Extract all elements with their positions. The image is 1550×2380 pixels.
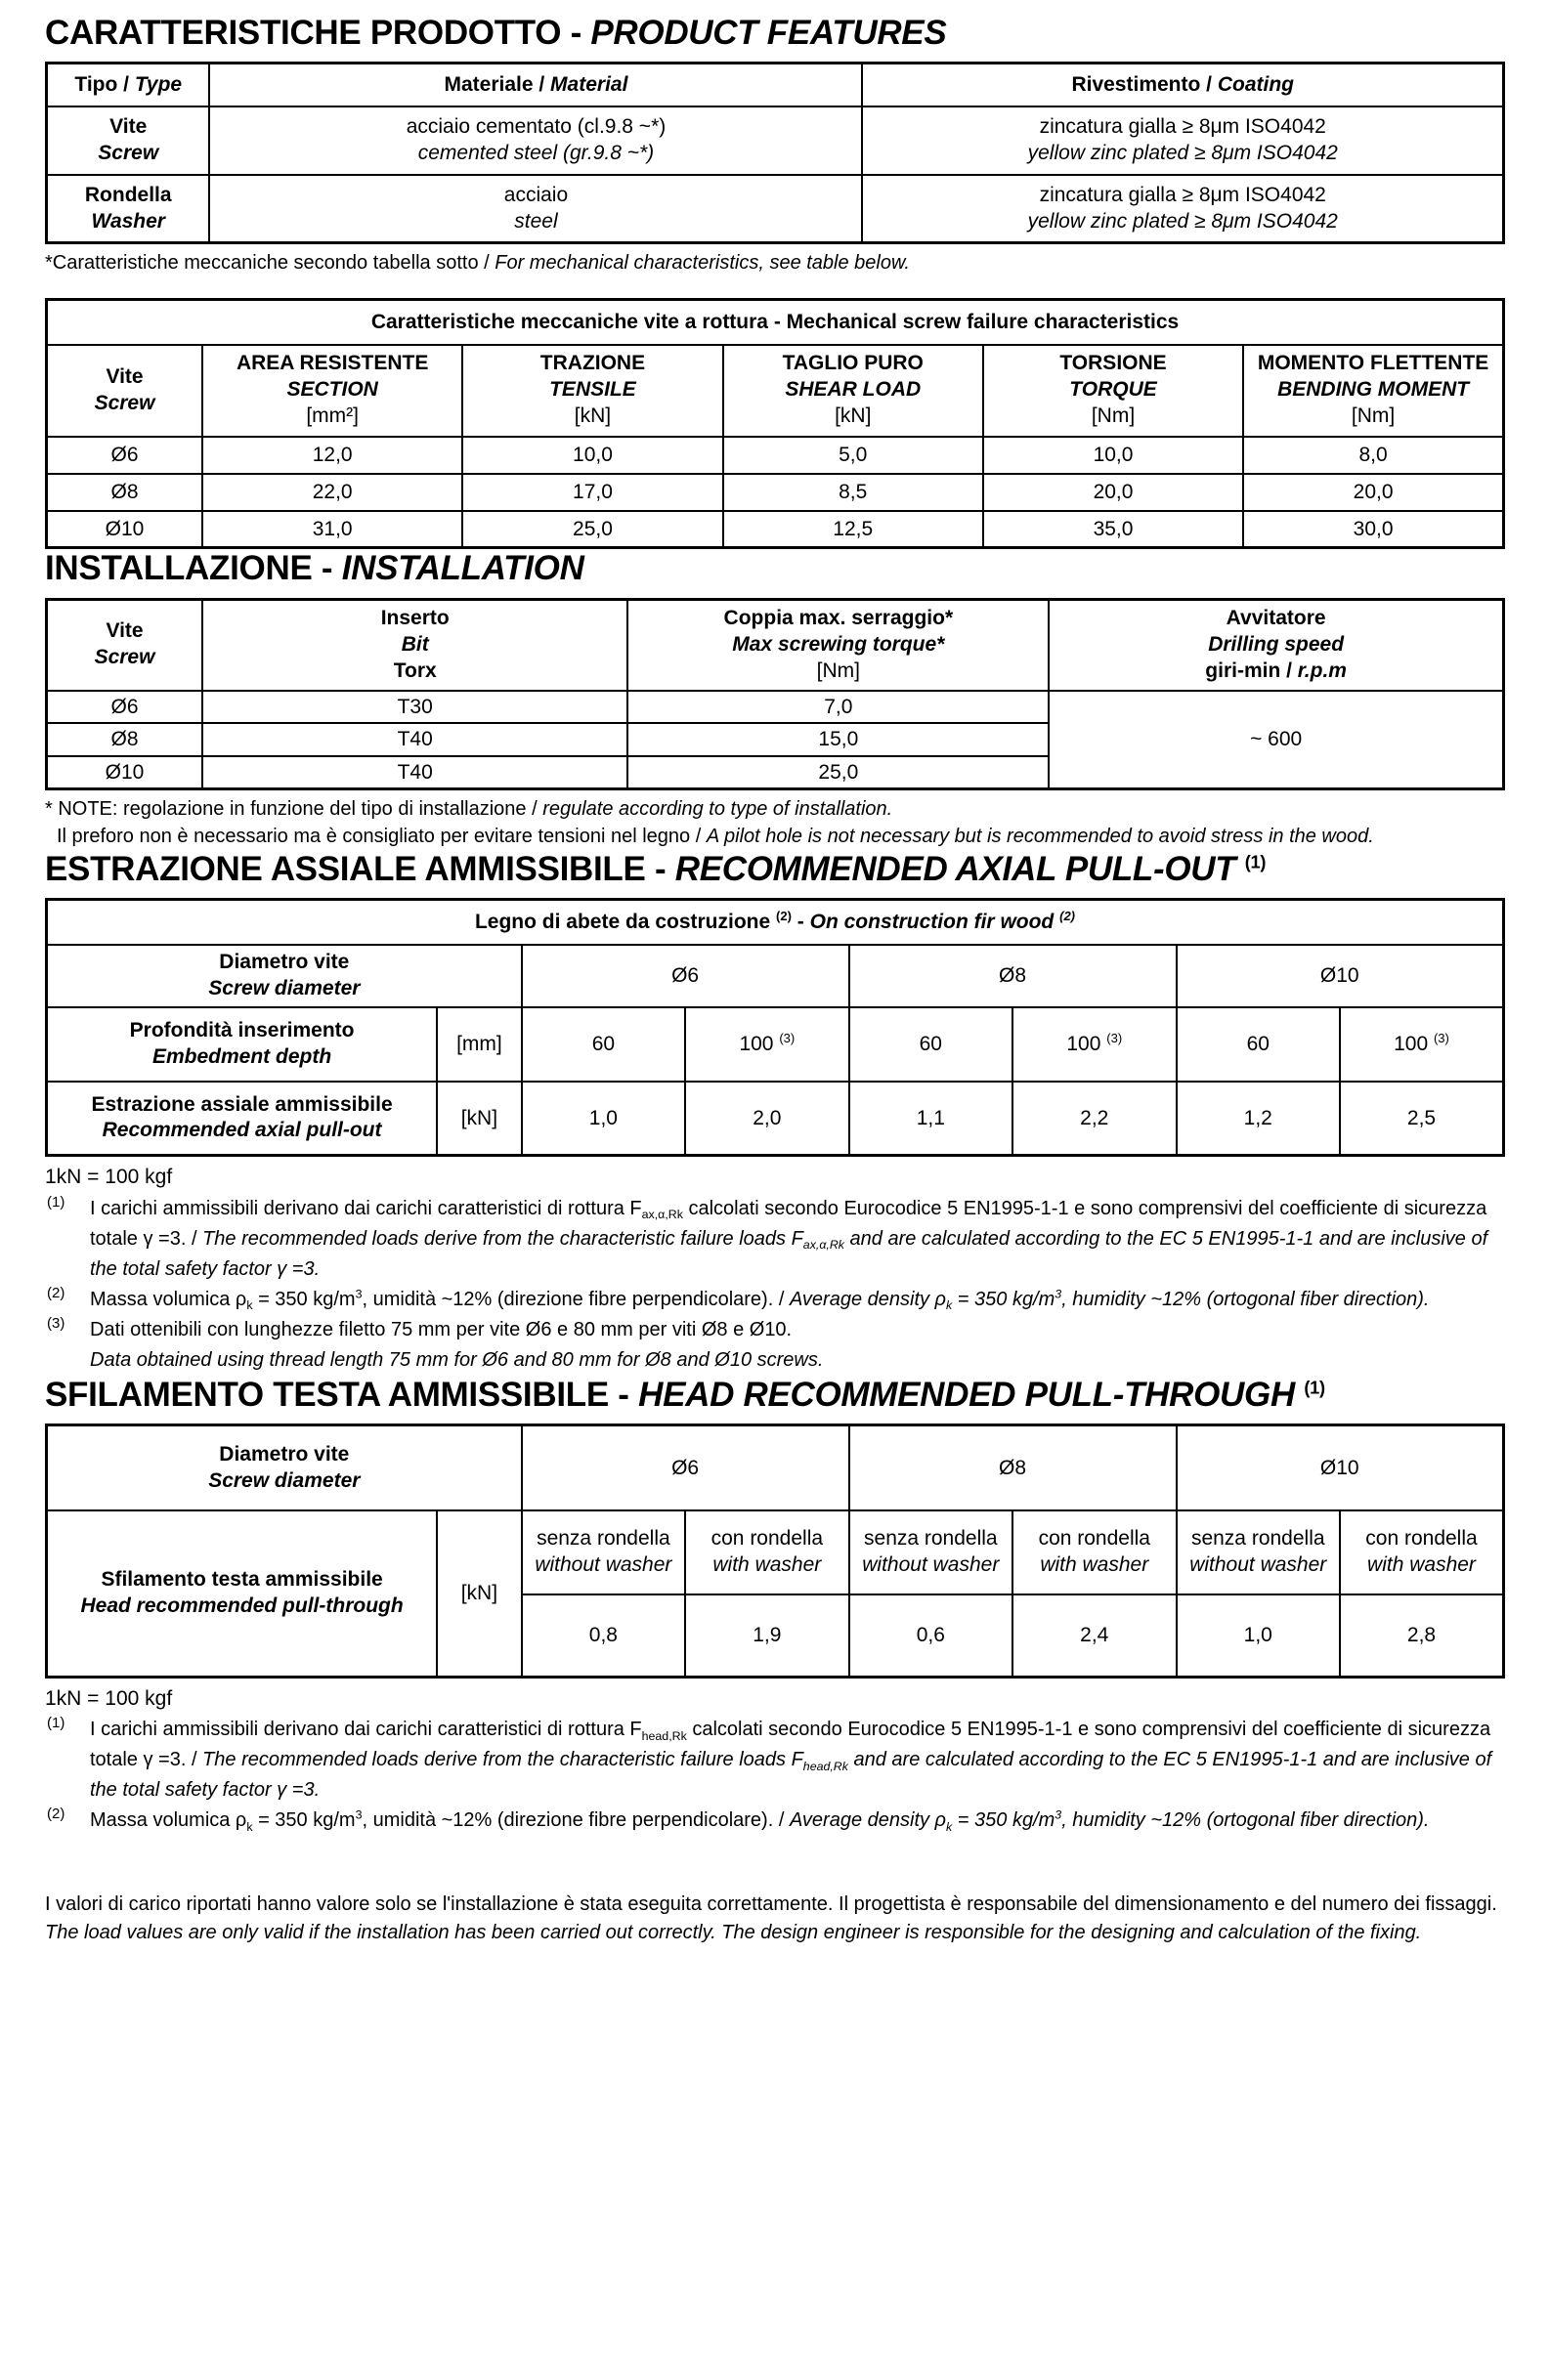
footnote-marker: (2) [47,1806,65,1823]
material-en: steel [514,209,558,233]
washer-it: con rondella [710,1527,824,1551]
cell-section: 12,0 [202,437,462,474]
col-en: Max screwing torque* [732,632,945,656]
type-en: Screw [98,141,159,164]
cell-tensile: 10,0 [462,437,722,474]
features-footnote: *Caratteristiche meccaniche secondo tabella sotto / For mechanical characteristics, see table below. [45,252,910,275]
col-it: Coppia max. serraggio* [723,606,954,629]
col-en: BENDING MOMENT [1277,378,1470,402]
mechanical-table [45,298,1505,549]
axial-pullout-row [47,1082,1504,1156]
footnote-3 [45,1315,1505,1376]
washer-en: with washer [712,1553,822,1577]
head-diameter-row [47,1424,1504,1510]
cell-torque: 20,0 [983,474,1243,511]
col-it: AREA RESISTENTE [236,352,429,375]
cell-depth-value: 100 $^{(3)}$ [685,1007,848,1082]
installation-header-row [47,599,1504,691]
col-it: Avvitatore [1226,606,1326,629]
cell-coating [862,175,1503,243]
cell-section: 22,0 [202,474,462,511]
cell-washer-header [522,1510,685,1594]
cell-pull-value: 1,9 [685,1594,848,1677]
col-unit: [Nm] [1091,404,1136,428]
cell-bending: 8,0 [1243,437,1503,474]
header-cell-bending [1243,345,1503,437]
features-row-screw [47,106,1504,175]
col-en: Drilling speed [1208,632,1345,656]
footnote-text: I carichi ammissibili derivano dai carichi caratteristici di rottura $F_{ax,\alpha,Rk}$ calcolati secondo Eurocodice 5 EN1995-1-1 e sono comprensivi del coefficiente di sicurezza totale γ =3. / The recommended loads derive from the characteristic failure loads $F_{ax,\alpha,Rk}$ and are calculated according to the EC 5 EN1995-1-1 and are inclusive of the total safety factor γ =3. [90,1197,1488,1280]
col-it: MOMENTO FLETTENTE [1257,352,1489,375]
installation-row-d6 [47,691,1504,723]
cell-washer-header [1012,1510,1176,1594]
footnote-2 [45,1806,1505,1836]
cell-tensile: 25,0 [462,511,722,548]
cell-material [209,175,862,243]
washer-it: con rondella [1365,1527,1478,1551]
mechanical-header-row [47,345,1504,437]
col-it: TAGLIO PURO [782,352,924,375]
cell-bending: 20,0 [1243,474,1503,511]
col-it: Vite [106,364,144,388]
cell-shear: 8,5 [723,474,983,511]
col-it: TRAZIONE [539,352,646,375]
col-it: TORSIONE [1059,352,1167,375]
cell-shear: 12,5 [723,511,983,548]
cell-pull-value: 0,8 [522,1594,685,1677]
header-cell-screw [47,599,203,691]
cell-depth-label [47,1007,438,1082]
washer-it: senza rondella [864,1527,998,1551]
header-cell-shear [723,345,983,437]
footnote-marker: (2) [47,1284,65,1301]
washer-it: con rondella [1038,1527,1150,1551]
axial-kn-note: 1kN = 100 kgf [45,1166,173,1189]
cell-depth-value: 100 $^{(3)}$ [1012,1007,1176,1082]
axial-diameter-row [47,945,1504,1007]
coating-it: zincatura gialla ≥ 8μm ISO4042 [1039,183,1326,206]
cell-d8: Ø8 [849,1424,1177,1510]
cell-pull-unit: [kN] [437,1510,521,1677]
cell-washer-header [1340,1510,1504,1594]
col-en: Screw [94,646,155,669]
header-cell-bit [202,599,627,691]
col-en: TENSILE [549,378,636,402]
axial-footnotes [45,1194,1505,1376]
cell-d8: Ø8 [849,945,1177,1007]
cell-d6: Ø6 [522,1424,849,1510]
cell-type [47,175,210,243]
washer-it: senza rondella [1190,1527,1325,1551]
cell-pull-value: 0,6 [849,1594,1012,1677]
col-unit: [Nm] [816,659,860,682]
cell-depth-value: 100 $^{(3)}$ [1340,1007,1504,1082]
mechanical-caption: Caratteristiche meccaniche vite a rottura - Mechanical screw failure characteristics [47,300,1504,345]
type-en: Washer [91,209,165,233]
cell-d10: Ø10 [1177,945,1504,1007]
cell-diameter-label [47,1424,522,1510]
axial-subheader-row [47,900,1504,945]
cell-diameter: Ø8 [47,723,203,755]
head-pullthrough-table [45,1424,1505,1679]
header-cell-screw [47,345,203,437]
cell-pullout-value: 1,0 [522,1082,685,1156]
cell-pull-label [47,1510,438,1677]
footnote-1 [45,1194,1505,1285]
cell-d6: Ø6 [522,945,849,1007]
head-washer-row [47,1510,1504,1594]
cell-pullout-value: 1,1 [849,1082,1012,1156]
label-it: Estrazione assiale ammissibile [91,1092,393,1116]
washer-en: without washer [535,1553,672,1577]
section-title-head-pullthrough: SFILAMENTO TESTA AMMISSIBILE - HEAD RECOMMENDED PULL-THROUGH $^{(1)}$ [45,1375,1325,1414]
material-en: cemented steel (gr.9.8 ~*) [417,141,655,164]
cell-pull-value: 2,8 [1340,1594,1504,1677]
label-en: Recommended axial pull-out [102,1119,382,1142]
footnote-text: Massa volumica $\rho_k = 350$ $kg/m^3$, umidità ~12% (direzione fibre perpendicolare). / Average density $\rho_k = 350$ $kg/m^3$, humidity ~12% (ortogonal fiber direction). [90,1807,1430,1834]
cell-torque: 7,0 [627,691,1049,723]
col-en: TORQUE [1069,378,1157,402]
mechanical-row-d10 [47,511,1504,548]
header-cell-tensile [462,345,722,437]
section-title-axial-pullout: ESTRAZIONE ASSIALE AMMISSIBILE - RECOMMENDED AXIAL PULL-OUT $^{(1)}$ [45,849,1267,888]
footnote-marker: (3) [47,1314,65,1332]
coating-it: zincatura gialla ≥ 8μm ISO4042 [1039,114,1326,138]
cell-torque: 15,0 [627,723,1049,755]
cell-diameter: Ø10 [47,511,203,548]
col-unit: giri-min / r.p.m [1205,659,1347,682]
head-kn-note: 1kN = 100 kgf [45,1686,173,1710]
cell-tensile: 17,0 [462,474,722,511]
cell-pullout-label [47,1082,438,1156]
product-features-table [45,62,1505,244]
cell-type [47,106,210,175]
cell-depth-value: 60 [1177,1007,1340,1082]
cell-section: 31,0 [202,511,462,548]
label-en: Screw diameter [208,1468,361,1492]
axial-depth-row [47,1007,1504,1082]
col-unit: [Nm] [1351,404,1396,428]
section-title-installation: INSTALLAZIONE - INSTALLATION [45,549,584,588]
cell-pullout-value: 2,0 [685,1082,848,1156]
cell-bit: T40 [202,756,627,789]
mechanical-caption-row [47,300,1504,345]
cell-diameter: Ø6 [47,437,203,474]
col-unit: [kN] [574,404,612,428]
mechanical-row-d6 [47,437,1504,474]
cell-washer-header [849,1510,1012,1594]
cell-torque: 10,0 [983,437,1243,474]
cell-bending: 30,0 [1243,511,1503,548]
cell-pullout-unit: [kN] [437,1082,521,1156]
col-it: Inserto [380,606,450,629]
header-cell-coating: Rivestimento / Coating [862,64,1503,106]
installation-table [45,598,1505,790]
col-en: SHEAR LOAD [785,378,922,402]
closing-paragraph: I valori di carico riportati hanno valore solo se l'installazione è stata eseguita correttamente. Il progettista è responsabile del dimensionamento e del numero dei fissaggi. The load values are only valid if the installation has been carried out correctly. The design engineer is responsible for the designing and calculation of the fixing. [45,1893,1497,1944]
cell-washer-header [1177,1510,1340,1594]
footnote-marker: (1) [47,1715,65,1732]
head-footnotes [45,1715,1505,1836]
col-sub: Torx [393,659,437,682]
header-cell-section [202,345,462,437]
footnote-text: Dati ottenibili con lunghezze filetto 75 mm per vite Ø6 e 80 mm per viti Ø8 e Ø10. Data obtained using thread length 75 mm for Ø6 and 80 mm for Ø8 and Ø10 screws. [90,1318,824,1371]
cell-diameter-label [47,945,522,1007]
label-it: Diametro vite [219,1442,350,1466]
footnote-marker: (1) [47,1193,65,1211]
type-it: Rondella [84,183,172,206]
washer-en: with washer [1040,1553,1149,1577]
cell-diameter: Ø6 [47,691,203,723]
cell-torque: 35,0 [983,511,1243,548]
header-cell-type: Tipo / Type [47,64,210,106]
label-it: Diametro vite [219,950,350,973]
cell-diameter: Ø10 [47,756,203,789]
features-header-row [47,64,1504,106]
label-it: Sfilamento testa ammissibile [101,1568,383,1592]
cell-material [209,106,862,175]
cell-pullout-value: 2,2 [1012,1082,1176,1156]
col-unit: [kN] [835,404,872,428]
cell-depth-unit: [mm] [437,1007,521,1082]
col-en: Bit [401,632,429,656]
col-en: SECTION [286,378,378,402]
cell-pullout-value: 2,5 [1340,1082,1504,1156]
features-row-washer [47,175,1504,243]
col-it: Vite [106,619,144,643]
washer-en: without washer [862,1553,1000,1577]
washer-it: senza rondella [537,1527,670,1551]
footnote-2 [45,1285,1505,1315]
col-unit: [mm²] [306,404,359,428]
cell-torque: 25,0 [627,756,1049,789]
cell-pull-value: 1,0 [1177,1594,1340,1677]
header-cell-speed [1049,599,1503,691]
axial-subheader: Legno di abete da costruzione $^{(2)}$ - On construction fir wood $^{(2)}$ [47,900,1504,945]
installation-note-2: Il preforo non è necessario ma è consigliato per evitare tensioni nel legno / A pilot hole is not necessary but is recommended to avoid stress in the wood. [57,825,1374,847]
axial-pullout-table [45,898,1505,1157]
cell-rpm: ~ 600 [1049,691,1503,788]
material-it: acciaio cementato (cl.9.8 ~*) [406,114,667,138]
label-en: Embedment depth [151,1044,332,1068]
cell-depth-value: 60 [522,1007,685,1082]
coating-en: yellow zinc plated ≥ 8μm ISO4042 [1027,141,1338,164]
label-it: Profondità inserimento [129,1018,355,1041]
footnote-1 [45,1715,1505,1806]
cell-coating [862,106,1503,175]
type-it: Vite [109,114,148,138]
label-en: Head recommended pull-through [80,1594,404,1618]
mechanical-row-d8 [47,474,1504,511]
header-cell-material: Materiale / Material [209,64,862,106]
section-title-product-features: CARATTERISTICHE PRODOTTO - PRODUCT FEATURES [45,14,947,52]
cell-bit: T40 [202,723,627,755]
col-en: Screw [94,391,155,414]
washer-en: with washer [1367,1553,1476,1577]
material-it: acciaio [503,183,569,206]
cell-d10: Ø10 [1177,1424,1504,1510]
footnote-text: I carichi ammissibili derivano dai carichi caratteristici di rottura $F_{head,Rk}$ calcolati secondo Eurocodice 5 EN1995-1-1 e sono comprensivi del coefficiente di sicurezza totale γ =3. / The recommended loads derive from the characteristic failure loads $F_{head,Rk}$ and are calculated according to the EC 5 EN1995-1-1 and are inclusive of the total safety factor γ =3. [90,1719,1492,1802]
label-en: Screw diameter [208,976,361,999]
cell-depth-value: 60 [849,1007,1012,1082]
header-cell-torque [983,345,1243,437]
cell-pullout-value: 1,2 [1177,1082,1340,1156]
cell-washer-header [685,1510,848,1594]
installation-note-1: * NOTE: regolazione in funzione del tipo di installazione / regulate according to type of installation. [45,797,893,820]
cell-pull-value: 2,4 [1012,1594,1176,1677]
cell-bit: T30 [202,691,627,723]
header-cell-torque [627,599,1049,691]
cell-shear: 5,0 [723,437,983,474]
footnote-text: Massa volumica $\rho_k = 350$ $kg/m^3$, umidità ~12% (direzione fibre perpendicolare). / Average density $\rho_k = 350$ $kg/m^3$, humidity ~12% (ortogonal fiber direction). [90,1286,1430,1312]
washer-en: without washer [1189,1553,1327,1577]
cell-diameter: Ø8 [47,474,203,511]
coating-en: yellow zinc plated ≥ 8μm ISO4042 [1027,209,1338,233]
